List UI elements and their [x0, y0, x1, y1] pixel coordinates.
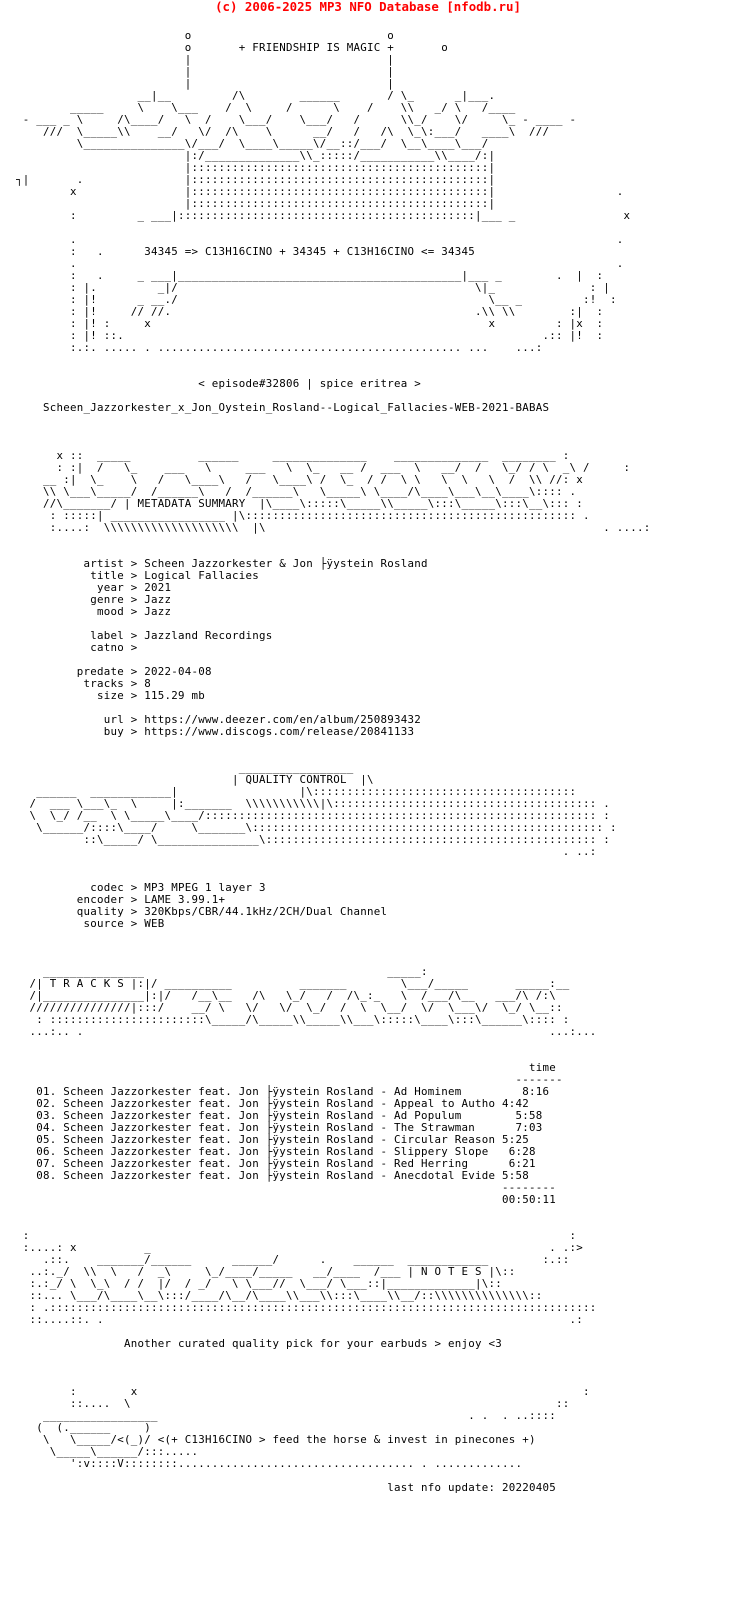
nfo-line: : |! ::. .:: |! : — [16, 329, 604, 342]
nfo-line: catno > — [16, 641, 138, 654]
nfo-line: : . _ ___|__________________________________________|___ _ . | : — [16, 269, 604, 282]
nfo-line: o + FRIENDSHIP IS MAGIC + o — [16, 41, 449, 54]
nfo-line: ______ ____________| |\::::::::::::::::::::::::::::::::::::::: — [16, 785, 577, 798]
nfo-line: \ \_____/<(_)/ <(+ C13H16CINO > feed the horse & invest in pinecones +) — [16, 1433, 536, 1446]
nfo-line: Scheen_Jazzorkester_x_Jon_Oystein_Rosland--Logical_Fallacies-WEB-2021-BABAS — [16, 401, 550, 414]
nfo-line: __ :| \_ \ / \____\ / \____\ / \_ / / \ \ \ \ \ / \\ //: x — [16, 473, 584, 486]
nfo-line: .::. _______/______ ______/ . ______ ____________ :.:: — [16, 1253, 570, 1266]
nfo-line: | | — [16, 77, 395, 90]
nfo-line: ::... \___/\____\__\:::/____/\__/\____\\___\\:::\____\\__/::\\\\\\\\\\\\\\:: — [16, 1289, 543, 1302]
nfo-line: ::....::. . .: — [16, 1313, 584, 1326]
nfo-line: x |::::::::::::::::::::::::::::::::::::::::::::| . — [16, 185, 624, 198]
nfo-line: : .::::::::::::::::::::::::::::::::::::::::::::::::::::::::::::::::::::::::::::::::: — [16, 1301, 597, 1314]
nfo-line: \_____\______/:::..... — [16, 1445, 199, 1458]
nfo-line: \_______________\/___/ \____\_____\/__::/___/ \__\____\___/ — [16, 137, 489, 150]
nfo-line: \\ \___\_____/ /______\ / /______\ \_____\ \____/\____\___\__\____\:::: . — [16, 485, 577, 498]
nfo-line: ( (.______ ) — [16, 1421, 152, 1434]
nfo-line: 01. Scheen Jazzorkester feat. Jon ├ÿystein Rosland - Ad Hominem 8:16 — [16, 1085, 550, 1098]
nfo-line: : |! _ __./ \__ _ :! : — [16, 293, 617, 306]
nfo-line: - ___ _ \ /\____/ \ / \___/ \___/ / \\_/ \/ \_ - ____ - — [16, 113, 577, 126]
nfo-line: _____ \ \___ / \ / \ / \\ _/ \ /____ — [16, 101, 516, 114]
nfo-line: 07. Scheen Jazzorkester feat. Jon ├ÿystein Rosland - Red Herring 6:21 — [16, 1157, 536, 1170]
nfo-line: ...:.. . ...:... — [16, 1025, 597, 1038]
nfo-line: title > Logical Fallacies — [16, 569, 260, 582]
nfo-line: _______________ _____: — [16, 965, 428, 978]
nfo-line: : _ ___|::::::::::::::::::::::::::::::::::::::::::::|___ _ x — [16, 209, 631, 222]
nfo-line: tracks > 8 — [16, 677, 152, 690]
nfo-line: ::\_____/ \_______________\::::::::::::::::::::::::::::::::::::::::::::::::: : — [16, 833, 611, 846]
nfo-line: 02. Scheen Jazzorkester feat. Jon ├ÿystein Rosland - Appeal to Autho 4:42 — [16, 1097, 530, 1110]
nfo-line: time — [16, 1061, 557, 1074]
nfo-line: \______/::::\____/ \_______\:::::::::::::::::::::::::::::::::::::::::::::::::::: : — [16, 821, 617, 834]
nfo-line: 04. Scheen Jazzorkester feat. Jon ├ÿystein Rosland - The Strawman 7:03 — [16, 1121, 543, 1134]
nfo-line: predate > 2022-04-08 — [16, 665, 212, 678]
nfo-line: |::::::::::::::::::::::::::::::::::::::::::::| — [16, 161, 496, 174]
copyright-header: (c) 2006-2025 MP3 NFO Database [nfodb.ru] — [215, 0, 521, 14]
nfo-line: 00:50:11 — [16, 1193, 557, 1206]
nfo-line: o o — [16, 29, 395, 42]
nfo-line: ------- — [16, 1073, 563, 1086]
nfo-line: : : — [16, 1229, 577, 1242]
nfo-line: :.:. ..... . ............................................. ... ...: — [16, 341, 543, 354]
nfo-line: ::.... \ :: — [16, 1397, 570, 1410]
nfo-line: . . — [16, 233, 624, 246]
nfo-line: codec > MP3 MPEG 1 layer 3 — [16, 881, 266, 894]
nfo-line: . ..: — [16, 845, 597, 858]
nfo-line: : . 34345 => C13H16CINO + 34345 + C13H16CINO <= 34345 — [16, 245, 476, 258]
nfo-line: label > Jazzland Recordings — [16, 629, 273, 642]
nfo-line: /| T R A C K S |:|/ __________ _______ \___/_____ _____:__ — [16, 977, 570, 990]
nfo-line: genre > Jazz — [16, 593, 172, 606]
nfo-line: 06. Scheen Jazzorkester feat. Jon ├ÿystein Rosland - Slippery Slope 6:28 — [16, 1145, 536, 1158]
nfo-line: 08. Scheen Jazzorkester feat. Jon ├ÿystein Rosland - Anecdotal Evide 5:58 — [16, 1169, 530, 1182]
nfo-line: : |! : x x : |x : — [16, 317, 604, 330]
nfo-line: : :| / \_ ___ \ ___ \ \_ __ / ___ \ __/ / \_/ / \ _\ / : — [16, 461, 631, 474]
nfo-line: :.:_/ \ \_\ / / |/ / _/ \ \___// \___/ \___::|_____________|\:: — [16, 1277, 503, 1290]
nfo-line: artist > Scheen Jazzorkester & Jon ├ÿystein Rosland — [16, 557, 428, 570]
nfo-line: mood > Jazz — [16, 605, 172, 618]
nfo-line: size > 115.29 mb — [16, 689, 206, 702]
nfo-line: encoder > LAME 3.99.1+ — [16, 893, 226, 906]
nfo-line: : :::::::::::::::::::::::\_____/\_____\\_____\\___\:::::\____\:::\______\:::: : — [16, 1013, 570, 1026]
nfo-line: ///////////////|:::/ __/ \ \/ \/ \_/ / \ \__/ \/ \___\/ \_/ \__:: — [16, 1001, 563, 1014]
nfo-line: : |. _|/ \|_ : | — [16, 281, 611, 294]
nfo-line: / ___ \___\_ \ |:_______ \\\\\\\\\\\|\::::::::::::::::::::::::::::::::::::::: . — [16, 797, 611, 810]
nfo-line: x :: _____ ______ ______________ ______________ ________ : — [16, 449, 570, 462]
nfo-line: /|_______________|:|/ /__\__ /\ \_/ / /\_:_ \ /___/\__ ___/\ /:\ — [16, 989, 557, 1002]
nfo-line: : :::::| _________________ |\::::::::::::::::::::::::::::::::::::::::::::::::: . — [16, 509, 590, 522]
nfo-line: ..:._/ \\ \ / _\ \_/____/_____ __/____ /___ | N O T E S |\:: — [16, 1265, 516, 1278]
nfo-line: buy > https://www.discogs.com/release/20841133 — [16, 725, 415, 738]
nfo-line: _________________ . . . ..:::: — [16, 1409, 557, 1422]
nfo-line: : |! // //. .\\ \\ :| : — [16, 305, 604, 318]
nfo-line: year > 2021 — [16, 581, 172, 594]
nfo-line: ┐| . |::::::::::::::::::::::::::::::::::::::::::::| — [16, 173, 496, 186]
nfo-line: url > https://www.deezer.com/en/album/250893432 — [16, 713, 422, 726]
nfo-line: |:/______________\\_:::::/___________\\____/:| — [16, 149, 496, 162]
nfo-line: source > WEB — [16, 917, 165, 930]
nfo-text — [16, 18, 651, 1494]
nfo-line: quality > 320Kbps/CBR/44.1kHz/2CH/Dual Channel — [16, 905, 388, 918]
nfo-line: | QUALITY CONTROL |\ — [16, 773, 374, 786]
nfo-line: last nfo update: 20220405 — [16, 1481, 557, 1494]
nfo-line: \ \_/ /__ \ \_____\____/:::::::::::::::::::::::::::::::::::::::::::::::::::::::::: : — [16, 809, 611, 822]
nfo-line: //\_______/ | METADATA SUMMARY |\____\:::::\_____\\_____\:::\_____\:::\__\::: : — [16, 497, 584, 510]
nfo-line: |::::::::::::::::::::::::::::::::::::::::::::| — [16, 197, 617, 210]
nfo-line: :....: x _ . .:> — [16, 1241, 584, 1254]
nfo-line: :....: \\\\\\\\\\\\\\\\\\\\ |\ . ....: — [16, 521, 651, 534]
nfo-line: 05. Scheen Jazzorkester feat. Jon ├ÿystein Rosland - Circular Reason 5:25 — [16, 1133, 530, 1146]
nfo-line: _________________ — [16, 761, 354, 774]
nfo-line: | | — [16, 53, 395, 66]
nfo-line: 03. Scheen Jazzorkester feat. Jon ├ÿystein Rosland - Ad Populum 5:58 — [16, 1109, 543, 1122]
nfo-line: . . — [16, 257, 624, 270]
nfo-line: __|__ /\ ______ / \_ _|___. — [16, 89, 496, 102]
nfo-line: | | — [16, 65, 395, 78]
nfo-line: < episode#32806 | spice eritrea > — [16, 377, 422, 390]
nfo-line: Another curated quality pick for your earbuds > enjoy <3 — [16, 1337, 503, 1350]
nfo-line: : x : — [16, 1385, 590, 1398]
nfo-line: /// \_____\\ __/ \/ /\ \ __/ / /\ \_\:___/ ____\ /// — [16, 125, 550, 138]
nfo-line: -------- — [16, 1181, 557, 1194]
nfo-line: ':v::::V::::::::................................... . ............. — [16, 1457, 523, 1470]
